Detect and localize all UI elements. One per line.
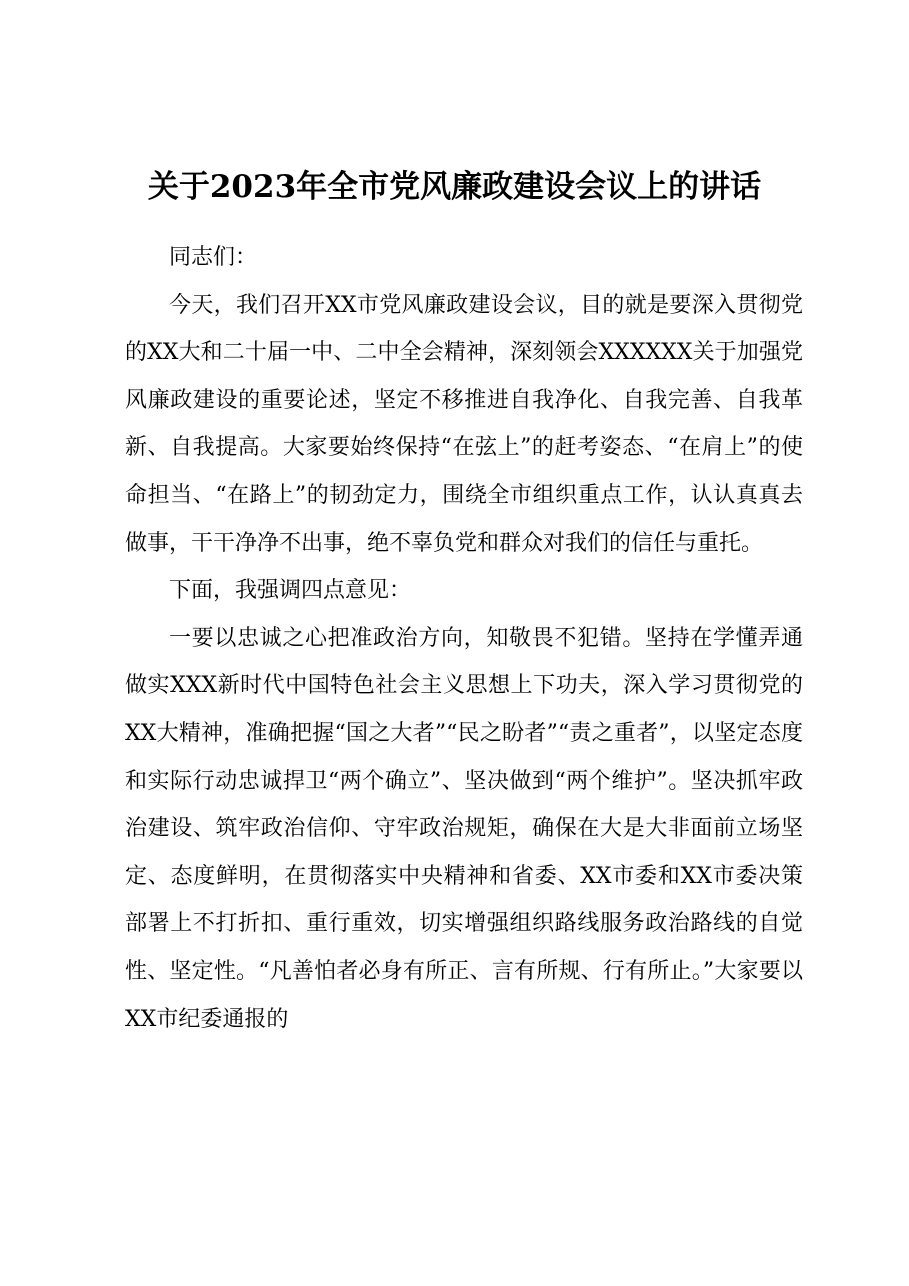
- transition-paragraph: 下面，我强调四点意见：: [169, 578, 412, 604]
- document-title: 关于2023年全市党风廉政建设会议上的讲话: [147, 169, 762, 205]
- intro-paragraph: 今天，我们召开XX市党风廉政建设会议，目的就是要深入贯彻党的XX大和二十届一中、二中全会精神，深刻领会XXXXXX关于加强党风廉政建设的重要论述，坚定不移推进自我净化、自我完善、自我革新、自我提高。大家要始终保持“在弦上”的赶考姿态、“在肩上”的使命担当、“在路上”的韧劲定力，围绕全市组织重点工作，认认真真去做事，干干净净不出事，绝不辜负党和群众对我们的信任与重托。: [125, 292, 803, 556]
- salutation-paragraph: 同志们：: [169, 245, 258, 270]
- document-body: [125, 234, 803, 1043]
- point-one-paragraph: 一要以忠诚之心把准政治方向，知敬畏不犯错。坚持在学懂弄通做实XXX新时代中国特色社会主义思想上下功夫，深入学习贯彻党的XX大精神，准确把握“国之大者”“民之盼者”“责之重者”，以坚定态度和实际行动忠诚捍卫“两个确立”、坚决做到“两个维护”。坚决抓牢政治建设、筑牢政治信仰、守牢政治规矩，确保在大是大非面前立场坚定、态度鲜明，在贯彻落实中央精神和省委、XX市委和XX市委决策部署上不打折扣、重行重效，切实增强组织路线服务政治路线的自觉性、坚定性。“凡善怕者必身有所正、言有所规、行有所止。”大家要以XX市纪委通报的: [125, 625, 803, 1032]
